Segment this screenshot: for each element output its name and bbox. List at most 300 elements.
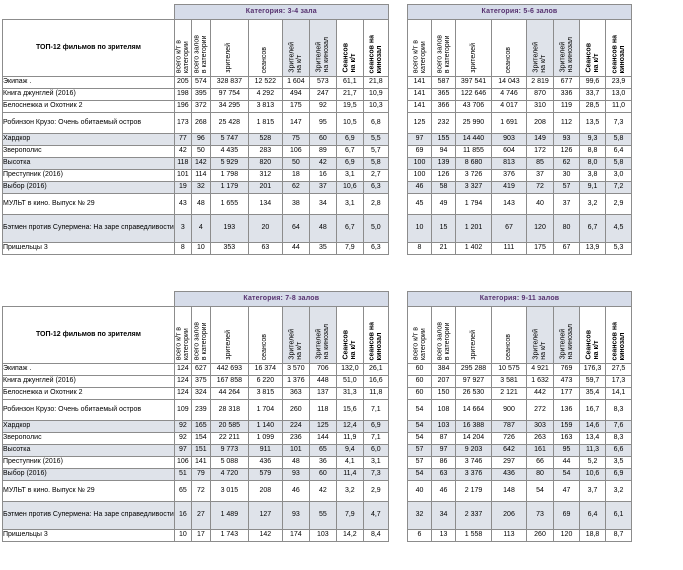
cell-sessions-per-theater: 132,0 <box>336 364 363 376</box>
table-row <box>3 182 389 194</box>
cell-sessions-per-theater: 21,7 <box>336 89 363 101</box>
table-row <box>3 388 389 400</box>
table-row <box>408 215 632 243</box>
film-title: Выбор (2016) <box>3 182 175 194</box>
cell-sessions: 3 815 <box>248 388 282 400</box>
column-header-label: зрителей <box>469 330 477 360</box>
cell-theaters: 65 <box>174 481 191 502</box>
cell-theaters: 60 <box>408 364 432 376</box>
cell-sessions: 604 <box>492 146 527 158</box>
cell-sessions: 528 <box>248 134 282 146</box>
cell-viewers: 9 773 <box>210 445 248 457</box>
stats-table <box>407 4 632 255</box>
cell-sessions-per-theater: 3,1 <box>336 170 363 182</box>
table-row <box>3 113 389 134</box>
film-title: Зверополис <box>3 433 175 445</box>
cell-halls: 365 <box>432 89 456 101</box>
cell-viewers-per-theater: 44 <box>282 243 309 255</box>
film-title: Хардкор <box>3 134 175 146</box>
film-title: Преступник (2016) <box>3 457 175 469</box>
panel-5-6-halls <box>407 4 632 255</box>
cell-sessions: 134 <box>248 194 282 215</box>
table-row <box>3 158 389 170</box>
cell-viewers-per-hall: 448 <box>309 376 336 388</box>
column-header-label: Сеансов на к/т <box>584 43 600 73</box>
column-header-sessions <box>248 20 282 77</box>
cell-sessions-per-hall: 6,9 <box>606 469 632 481</box>
cell-viewers-per-theater: 208 <box>527 113 554 134</box>
cell-halls: 150 <box>432 388 456 400</box>
table-row <box>3 376 389 388</box>
cell-sessions: 419 <box>492 182 527 194</box>
cell-viewers: 97 927 <box>456 376 492 388</box>
table-row <box>408 469 632 481</box>
cell-sessions-per-hall: 5,5 <box>363 134 388 146</box>
cell-sessions-per-theater: 9,4 <box>336 445 363 457</box>
cell-sessions: 142 <box>248 530 282 542</box>
cell-sessions-per-hall: 2,8 <box>363 194 388 215</box>
cell-sessions-per-theater: 51,0 <box>336 376 363 388</box>
cell-viewers-per-theater: 149 <box>527 134 554 146</box>
cell-sessions-per-theater: 11,4 <box>336 469 363 481</box>
column-header-label: всего залов в категории <box>435 321 451 360</box>
cell-viewers-per-hall: 473 <box>554 376 580 388</box>
cell-sessions-per-theater: 12,4 <box>336 421 363 433</box>
cell-sessions: 1 691 <box>492 113 527 134</box>
cell-viewers-per-theater: 93 <box>282 469 309 481</box>
cell-viewers-per-theater: 161 <box>527 445 554 457</box>
film-title: Высотка <box>3 158 175 170</box>
cell-halls: 97 <box>432 445 456 457</box>
cell-viewers-per-theater: 66 <box>527 457 554 469</box>
cell-theaters: 106 <box>174 457 191 469</box>
table-row <box>408 502 632 530</box>
column-header-label: Зрителей на кинозал <box>558 37 574 73</box>
table-row <box>3 89 389 101</box>
cell-sessions-per-hall: 8,7 <box>606 530 632 542</box>
category-row <box>3 292 389 307</box>
cell-halls: 34 <box>432 502 456 530</box>
cell-halls: 32 <box>191 182 210 194</box>
cell-viewers-per-hall: 57 <box>554 182 580 194</box>
cell-theaters: 16 <box>174 502 191 530</box>
column-header-sessions <box>492 20 527 77</box>
cell-sessions-per-theater: 14,2 <box>336 530 363 542</box>
cell-sessions: 813 <box>492 158 527 170</box>
cell-halls: 154 <box>191 433 210 445</box>
cell-viewers: 1 743 <box>210 530 248 542</box>
cell-theaters: 141 <box>408 101 432 113</box>
cell-viewers-per-theater: 120 <box>527 215 554 243</box>
cell-theaters: 97 <box>174 445 191 457</box>
cell-viewers: 1 201 <box>456 215 492 243</box>
cell-viewers-per-hall: 89 <box>309 146 336 158</box>
cell-sessions-per-hall: 8,3 <box>606 433 632 445</box>
cell-halls: 15 <box>432 215 456 243</box>
cell-viewers-per-theater: 106 <box>282 146 309 158</box>
cell-viewers-per-hall: 119 <box>554 101 580 113</box>
cell-halls: 27 <box>191 502 210 530</box>
film-title: Книга джунглей (2016) <box>3 376 175 388</box>
column-header-label: сеансов <box>505 333 513 360</box>
column-header-label: Зрителей на кинозал <box>315 37 330 73</box>
cell-sessions: 726 <box>492 433 527 445</box>
cell-sessions-per-hall: 5,3 <box>606 243 632 255</box>
cell-viewers-per-theater: 2 819 <box>527 77 554 89</box>
cell-halls: 139 <box>432 158 456 170</box>
film-title: Пришельцы 3 <box>3 530 175 542</box>
cell-sessions-per-hall: 10,9 <box>363 89 388 101</box>
cell-sessions: 111 <box>492 243 527 255</box>
cell-viewers-per-theater: 64 <box>282 215 309 243</box>
cell-viewers: 353 <box>210 243 248 255</box>
cell-sessions-per-hall: 11,0 <box>606 101 632 113</box>
table-row <box>3 364 389 376</box>
cell-sessions: 63 <box>248 243 282 255</box>
cell-sessions-per-hall: 6,0 <box>363 445 388 457</box>
cell-sessions-per-hall: 5,7 <box>363 146 388 158</box>
cell-viewers-per-hall: 95 <box>309 113 336 134</box>
cell-sessions: 1 099 <box>248 433 282 445</box>
column-header-label: Зрителей на к/т <box>288 42 303 73</box>
column-header-sessions-per-theater <box>336 307 363 364</box>
category-row <box>408 292 632 307</box>
column-header-label: сеансов на кинозал <box>368 321 383 360</box>
cell-viewers-per-hall: 706 <box>309 364 336 376</box>
cell-sessions-per-theater: 8,0 <box>580 158 606 170</box>
cell-halls: 108 <box>432 400 456 421</box>
cell-sessions: 642 <box>492 445 527 457</box>
cell-theaters: 57 <box>408 445 432 457</box>
stats-table <box>2 4 389 255</box>
cell-theaters: 32 <box>408 502 432 530</box>
category-row <box>3 5 389 20</box>
cell-sessions-per-hall: 7,6 <box>606 421 632 433</box>
cell-sessions-per-hall: 10,3 <box>363 101 388 113</box>
cell-sessions-per-hall: 23,9 <box>606 77 632 89</box>
cell-sessions-per-theater: 18,8 <box>580 530 606 542</box>
cell-sessions-per-hall: 17,3 <box>606 376 632 388</box>
cell-viewers-per-theater: 172 <box>527 146 554 158</box>
cell-viewers-per-hall: 137 <box>309 388 336 400</box>
table-row <box>408 481 632 502</box>
cell-sessions: 148 <box>492 481 527 502</box>
column-header-label: зрителей <box>225 330 233 360</box>
cell-theaters: 69 <box>408 146 432 158</box>
cell-halls: 46 <box>432 481 456 502</box>
cell-halls: 72 <box>191 481 210 502</box>
film-title: Бэтмен против Супермена: На заре справедливости <box>3 215 175 243</box>
cell-theaters: 8 <box>174 243 191 255</box>
table-row <box>3 215 389 243</box>
cell-sessions-per-hall: 7,3 <box>363 469 388 481</box>
cell-sessions-per-theater: 13,9 <box>580 243 606 255</box>
cell-sessions-per-theater: 16,7 <box>580 400 606 421</box>
cell-sessions-per-theater: 14,6 <box>580 421 606 433</box>
cell-halls: 165 <box>191 421 210 433</box>
cell-theaters: 109 <box>174 400 191 421</box>
cell-viewers-per-hall: 177 <box>554 388 580 400</box>
cell-viewers: 442 693 <box>210 364 248 376</box>
cell-theaters: 42 <box>174 146 191 158</box>
cell-viewers: 1 179 <box>210 182 248 194</box>
cell-viewers-per-hall: 336 <box>554 89 580 101</box>
cell-theaters: 196 <box>174 101 191 113</box>
cell-sessions-per-theater: 11,3 <box>580 445 606 457</box>
cell-halls: 366 <box>432 101 456 113</box>
cell-viewers-per-theater: 363 <box>282 388 309 400</box>
category-title: Категория: 5-6 залов <box>408 5 632 20</box>
cell-sessions-per-theater: 15,6 <box>336 400 363 421</box>
cell-halls: 372 <box>191 101 210 113</box>
cell-viewers-per-hall: 69 <box>554 502 580 530</box>
film-title: Хардкор <box>3 421 175 433</box>
film-title: Белоснежка и Охотник 2 <box>3 101 175 113</box>
cell-sessions: 113 <box>492 530 527 542</box>
cell-sessions: 312 <box>248 170 282 182</box>
cell-viewers-per-theater: 38 <box>282 194 309 215</box>
cell-theaters: 10 <box>408 215 432 243</box>
cell-viewers-per-hall: 95 <box>554 445 580 457</box>
cell-sessions: 6 220 <box>248 376 282 388</box>
column-header-label: Зрителей на к/т <box>532 42 547 73</box>
table-row <box>408 134 632 146</box>
cell-halls: 268 <box>191 113 210 134</box>
cell-sessions-per-hall: 16,6 <box>363 376 388 388</box>
cell-sessions-per-theater: 10,6 <box>336 182 363 194</box>
table-row <box>3 481 389 502</box>
cell-viewers: 2 337 <box>456 502 492 530</box>
film-title: Бэтмен против Супермена: На заре справедливости <box>3 502 175 530</box>
cell-sessions-per-hall: 5,0 <box>363 215 388 243</box>
column-header-label: сеансов <box>261 333 269 360</box>
cell-halls: 151 <box>191 445 210 457</box>
table-row <box>3 469 389 481</box>
cell-sessions: 1 815 <box>248 113 282 134</box>
cell-sessions-per-hall: 13,0 <box>606 89 632 101</box>
cell-sessions-per-hall: 2,7 <box>363 170 388 182</box>
table-row <box>3 170 389 182</box>
cell-sessions: 297 <box>492 457 527 469</box>
corner-label: ТОП-12 фильмов по зрителям <box>3 20 175 77</box>
cell-viewers: 1 489 <box>210 502 248 530</box>
cell-viewers: 14 440 <box>456 134 492 146</box>
table-row <box>408 158 632 170</box>
table-row <box>3 400 389 421</box>
cell-viewers: 167 858 <box>210 376 248 388</box>
cell-sessions-per-hall: 8,3 <box>606 400 632 421</box>
cell-viewers-per-theater: 75 <box>282 134 309 146</box>
cell-sessions-per-hall: 5,8 <box>363 158 388 170</box>
panel-7-8-halls <box>2 291 389 542</box>
cell-sessions: 820 <box>248 158 282 170</box>
cell-theaters: 43 <box>174 194 191 215</box>
column-header-label: сеансов на кинозал <box>368 34 383 73</box>
table-row <box>3 101 389 113</box>
cell-sessions: 3 581 <box>492 376 527 388</box>
film-title: Белоснежка и Охотник 2 <box>3 388 175 400</box>
cell-viewers-per-hall: 120 <box>554 530 580 542</box>
cell-viewers-per-hall: 62 <box>554 158 580 170</box>
cell-viewers-per-hall: 67 <box>554 243 580 255</box>
cell-viewers-per-hall: 48 <box>309 215 336 243</box>
cell-viewers-per-hall: 65 <box>309 445 336 457</box>
cell-sessions-per-theater: 7,9 <box>336 243 363 255</box>
cell-sessions-per-theater: 3,1 <box>336 194 363 215</box>
column-header-label: Зрителей на кинозал <box>315 324 330 360</box>
cell-halls: 114 <box>191 170 210 182</box>
cell-viewers: 8 680 <box>456 158 492 170</box>
film-title: Выбор (2016) <box>3 469 175 481</box>
column-header-label: всего залов в категории <box>435 34 451 73</box>
cell-viewers-per-theater: 62 <box>282 182 309 194</box>
column-header-sessions-per-theater <box>580 307 606 364</box>
cell-halls: 63 <box>432 469 456 481</box>
cell-theaters: 6 <box>408 530 432 542</box>
cell-viewers: 5 088 <box>210 457 248 469</box>
cell-theaters: 118 <box>174 158 191 170</box>
cell-viewers: 328 837 <box>210 77 248 89</box>
cell-sessions-per-theater: 9,3 <box>580 134 606 146</box>
cell-sessions-per-theater: 3,8 <box>580 170 606 182</box>
cell-viewers-per-theater: 4 921 <box>527 364 554 376</box>
cell-sessions: 579 <box>248 469 282 481</box>
cell-viewers: 28 318 <box>210 400 248 421</box>
header-row <box>3 307 389 364</box>
cell-viewers: 44 264 <box>210 388 248 400</box>
cell-halls: 94 <box>432 146 456 158</box>
cell-viewers: 3 015 <box>210 481 248 502</box>
column-header-sessions-per-theater <box>336 20 363 77</box>
cell-sessions: 911 <box>248 445 282 457</box>
cell-viewers: 3 376 <box>456 469 492 481</box>
table-row <box>3 194 389 215</box>
cell-viewers: 34 295 <box>210 101 248 113</box>
column-header-label: всего залов в категории <box>193 321 208 360</box>
column-header-label: зрителей <box>225 43 233 73</box>
cell-sessions-per-hall: 6,3 <box>363 243 388 255</box>
cell-halls: 96 <box>191 134 210 146</box>
cell-viewers-per-hall: 144 <box>309 433 336 445</box>
cell-sessions-per-theater: 9,1 <box>580 182 606 194</box>
cell-viewers: 14 664 <box>456 400 492 421</box>
cell-viewers-per-hall: 44 <box>554 457 580 469</box>
cell-halls: 384 <box>432 364 456 376</box>
cell-theaters: 92 <box>174 421 191 433</box>
cell-viewers-per-theater: 93 <box>282 502 309 530</box>
cell-sessions-per-hall: 7,2 <box>606 182 632 194</box>
cell-sessions-per-theater: 99,6 <box>580 77 606 89</box>
film-title: МУЛЬТ в кино. Выпуск № 29 <box>3 194 175 215</box>
table-row <box>408 146 632 158</box>
column-header-viewers-per-theater <box>282 307 309 364</box>
table-row <box>3 433 389 445</box>
cell-viewers-per-hall: 103 <box>309 530 336 542</box>
cell-theaters: 141 <box>408 89 432 101</box>
cell-sessions: 12 522 <box>248 77 282 89</box>
cell-viewers-per-hall: 112 <box>554 113 580 134</box>
cell-viewers-per-theater: 236 <box>282 433 309 445</box>
cell-sessions-per-theater: 33,7 <box>580 89 606 101</box>
cell-theaters: 124 <box>174 388 191 400</box>
cell-sessions-per-hall: 7,1 <box>363 400 388 421</box>
category-title: Категория: 7-8 залов <box>174 292 388 307</box>
table-row <box>408 445 632 457</box>
cell-theaters: 97 <box>408 134 432 146</box>
table-row <box>408 113 632 134</box>
cell-sessions: 2 121 <box>492 388 527 400</box>
title-spacer <box>3 5 175 20</box>
cell-viewers: 97 754 <box>210 89 248 101</box>
column-header-label: сеансов на кинозал <box>610 34 626 73</box>
cell-theaters: 92 <box>174 433 191 445</box>
cell-sessions: 127 <box>248 502 282 530</box>
table-row <box>408 530 632 542</box>
cell-sessions-per-theater: 6,9 <box>336 134 363 146</box>
cell-viewers: 4 720 <box>210 469 248 481</box>
cell-theaters: 54 <box>408 421 432 433</box>
category-row <box>408 5 632 20</box>
cell-sessions-per-theater: 6,4 <box>580 502 606 530</box>
cell-viewers: 25 990 <box>456 113 492 134</box>
cell-halls: 13 <box>432 530 456 542</box>
column-header-label: всего к/т в категории <box>411 326 427 360</box>
column-header-halls <box>191 20 210 77</box>
cell-sessions: 143 <box>492 194 527 215</box>
cell-viewers-per-hall: 60 <box>309 469 336 481</box>
column-header-label: Сеансов на к/т <box>584 330 600 360</box>
table-row <box>3 134 389 146</box>
column-header-sessions <box>248 307 282 364</box>
cell-viewers-per-hall: 163 <box>554 433 580 445</box>
column-header-halls <box>191 307 210 364</box>
table-row <box>3 243 389 255</box>
table-row <box>408 433 632 445</box>
cell-viewers-per-theater: 303 <box>527 421 554 433</box>
cell-sessions-per-hall: 27,5 <box>606 364 632 376</box>
cell-halls: 574 <box>191 77 210 89</box>
column-header-theaters <box>408 307 432 364</box>
cell-sessions: 900 <box>492 400 527 421</box>
cell-sessions-per-theater: 31,3 <box>336 388 363 400</box>
table-row <box>408 89 632 101</box>
cell-viewers-per-theater: 54 <box>527 481 554 502</box>
cell-sessions-per-theater: 10,6 <box>580 469 606 481</box>
table-row <box>408 77 632 89</box>
cell-sessions-per-hall: 6,4 <box>606 146 632 158</box>
table-row <box>3 502 389 530</box>
column-header-label: всего залов в категории <box>193 34 208 73</box>
table-row <box>408 170 632 182</box>
cell-viewers-per-theater: 263 <box>527 433 554 445</box>
cell-sessions-per-theater: 6,7 <box>336 215 363 243</box>
cell-sessions-per-hall: 5,8 <box>606 134 632 146</box>
cell-viewers-per-theater: 1 604 <box>282 77 309 89</box>
cell-sessions: 20 <box>248 215 282 243</box>
cell-sessions-per-theater: 10,5 <box>336 113 363 134</box>
table-row <box>408 194 632 215</box>
table-row <box>408 376 632 388</box>
cell-viewers-per-hall: 93 <box>554 134 580 146</box>
cell-viewers: 9 203 <box>456 445 492 457</box>
cell-sessions-per-theater: 35,4 <box>580 388 606 400</box>
cell-sessions-per-theater: 5,2 <box>580 457 606 469</box>
cell-halls: 87 <box>432 433 456 445</box>
cell-halls: 587 <box>432 77 456 89</box>
cell-theaters: 19 <box>174 182 191 194</box>
cell-viewers: 3 327 <box>456 182 492 194</box>
cell-viewers: 5 929 <box>210 158 248 170</box>
